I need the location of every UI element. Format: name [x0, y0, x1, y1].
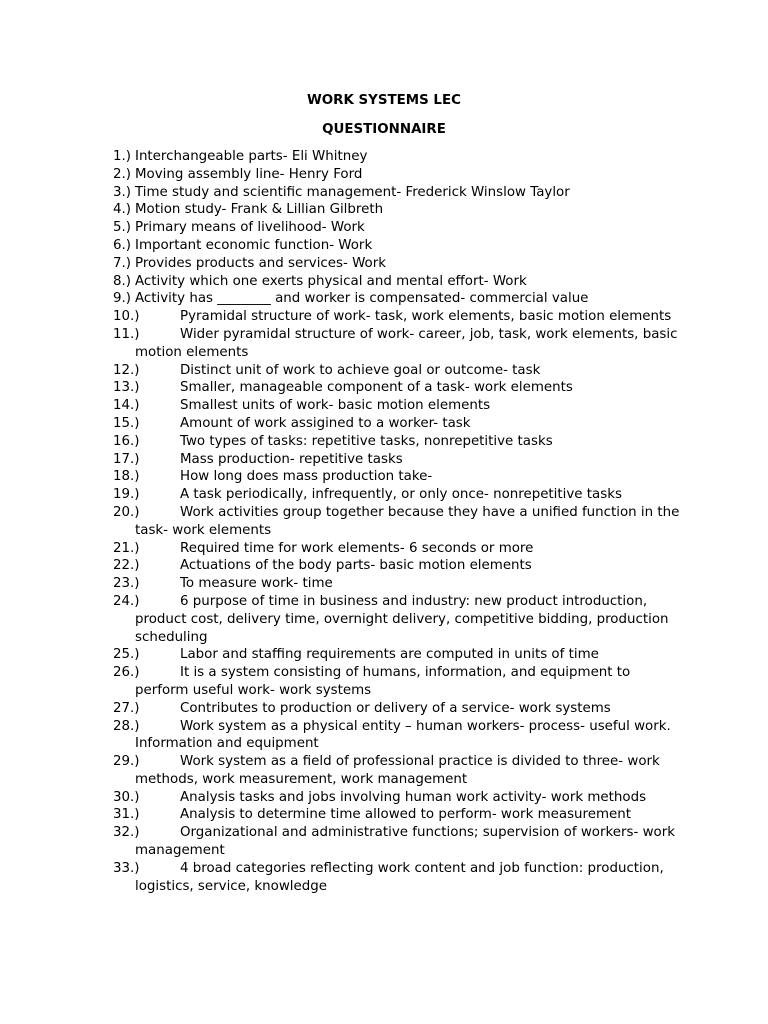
question-number: 8.) [113, 273, 132, 289]
question-item [113, 664, 683, 700]
question-text: Analysis to determine time allowed to perform- work measurement [180, 807, 631, 823]
question-item [113, 806, 683, 824]
question-item [113, 468, 683, 486]
question-number: 6.) [113, 237, 132, 253]
question-item [113, 415, 683, 433]
question-number: 11.) [113, 326, 140, 342]
question-item [113, 273, 683, 291]
question-item [113, 290, 683, 308]
question-number: 28.) [113, 718, 140, 734]
question-text: Provides products and services- Work [135, 255, 386, 271]
question-item [113, 753, 683, 789]
question-text: Work system as a physical entity – human workers- process- useful work. Information and equipment [135, 718, 671, 752]
question-text: Important economic function- Work [135, 237, 373, 253]
question-item [113, 824, 683, 860]
question-number: 17.) [113, 451, 140, 467]
question-number: 24.) [113, 593, 140, 609]
question-number: 1.) [113, 149, 132, 164]
document-title: WORK SYSTEMS LEC [307, 93, 461, 108]
question-number: 33.) [113, 860, 140, 876]
question-text: Wider pyramidal structure of work- career, job, task, work elements, basic motion elements [135, 326, 678, 360]
question-list [113, 148, 683, 895]
question-number: 3.) [113, 184, 132, 200]
question-text: Work activities group together because they have a unified function in the task- work elements [135, 504, 680, 538]
question-item [113, 379, 683, 397]
question-number: 30.) [113, 789, 140, 805]
question-item [113, 326, 683, 362]
question-text: Work system as a field of professional practice is divided to three- work methods, work measurement, work management [135, 754, 660, 787]
question-text: How long does mass production take- [180, 469, 433, 485]
question-item [113, 718, 683, 754]
question-number: 16.) [113, 433, 140, 449]
question-text: 4 broad categories reflecting work content and job function: production, logistics, service, knowledge [135, 860, 664, 894]
question-text: To measure work- time [180, 576, 333, 592]
question-number: 32.) [113, 825, 140, 841]
question-text: Labor and staffing requirements are computed in units of time [180, 647, 599, 663]
question-item [113, 148, 683, 166]
question-text: Time study and scientific management- Frederick Winslow Taylor [135, 184, 570, 200]
question-number: 5.) [113, 220, 132, 236]
question-item [113, 201, 683, 219]
question-text: Activity which one exerts physical and mental effort- Work [135, 273, 527, 289]
question-item [113, 255, 683, 273]
question-text: Organizational and administrative functions; supervision of workers- work management [135, 825, 675, 859]
question-number: 21.) [113, 540, 140, 556]
question-text: Smaller, manageable component of a task- work elements [180, 380, 573, 396]
question-number: 22.) [113, 558, 140, 574]
question-text: Moving assembly line- Henry Ford [135, 166, 363, 182]
question-text: Amount of work assigined to a worker- task [180, 415, 471, 431]
question-number: 12.) [113, 362, 140, 378]
question-item [113, 237, 683, 255]
question-text: Mass production- repetitive tasks [180, 451, 403, 467]
question-number: 31.) [113, 807, 140, 823]
question-text: Required time for work elements- 6 seconds or more [180, 540, 534, 556]
question-number: 18.) [113, 469, 140, 485]
question-number: 9.) [113, 291, 132, 307]
question-item [113, 219, 683, 237]
question-item [113, 860, 683, 896]
question-item [113, 433, 683, 451]
question-item [113, 486, 683, 504]
question-text: Actuations of the body parts- basic motion elements [180, 558, 532, 574]
question-text: 6 purpose of time in business and industry: new product introduction, product cost, delivery time, overnight delivery, competitive bidding, production scheduling [135, 593, 669, 645]
question-item [113, 166, 683, 184]
question-number: 10.) [113, 309, 140, 325]
question-number: 20.) [113, 504, 140, 520]
question-item [113, 362, 683, 380]
question-item [113, 504, 683, 540]
question-item [113, 789, 683, 807]
question-text: A task periodically, infrequently, or only once- nonrepetitive tasks [180, 487, 622, 503]
question-number: 4.) [113, 202, 132, 218]
question-number: 23.) [113, 576, 140, 592]
question-number: 26.) [113, 665, 140, 681]
question-number: 19.) [113, 487, 140, 503]
question-text: Motion study- Frank & Lillian Gilbreth [135, 202, 384, 218]
question-text: Contributes to production or delivery of a service- work systems [180, 700, 611, 716]
question-number: 27.) [113, 700, 140, 716]
question-item [113, 308, 683, 326]
question-text: Distinct unit of work to achieve goal or outcome- task [180, 362, 541, 378]
question-item [113, 184, 683, 202]
question-item [113, 397, 683, 415]
question-number: 2.) [113, 166, 132, 182]
question-item [113, 451, 683, 469]
question-item [113, 593, 683, 646]
question-text: Two types of tasks: repetitive tasks, nonrepetitive tasks [180, 433, 553, 449]
question-item [113, 540, 683, 558]
question-number: 15.) [113, 415, 140, 431]
question-item [113, 700, 683, 718]
question-text: Interchangeable parts- Eli Whitney [135, 149, 368, 164]
question-number: 29.) [113, 754, 140, 770]
question-text: Smallest units of work- basic motion elements [180, 398, 491, 414]
question-text: Activity has ________ and worker is compensated- commercial value [135, 291, 589, 307]
question-text: It is a system consisting of humans, information, and equipment to perform useful work- work systems [135, 665, 631, 698]
question-number: 7.) [113, 255, 132, 271]
question-item [113, 557, 683, 575]
question-item [113, 646, 683, 664]
question-number: 25.) [113, 647, 140, 663]
question-number: 13.) [113, 380, 140, 396]
question-number: 14.) [113, 398, 140, 414]
question-text: Primary means of livelihood- Work [135, 220, 365, 236]
document-subtitle: QUESTIONNAIRE [322, 122, 446, 137]
question-text: Analysis tasks and jobs involving human work activity- work methods [180, 789, 647, 805]
question-item [113, 575, 683, 593]
question-text: Pyramidal structure of work- task, work elements, basic motion elements [180, 309, 672, 325]
